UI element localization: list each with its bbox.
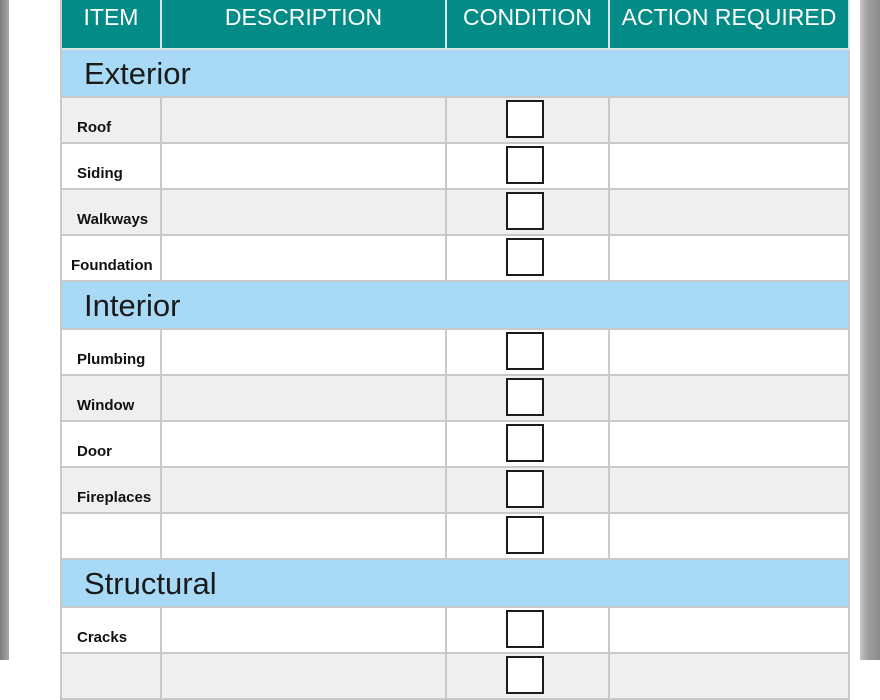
header-item: ITEM bbox=[62, 0, 162, 48]
action-required-cell[interactable] bbox=[610, 514, 850, 558]
action-required-cell[interactable] bbox=[610, 144, 850, 188]
table-row bbox=[62, 514, 850, 560]
condition-checkbox[interactable] bbox=[506, 516, 544, 554]
action-required-cell[interactable] bbox=[610, 376, 850, 420]
action-required-cell[interactable] bbox=[610, 330, 850, 374]
condition-checkbox[interactable] bbox=[506, 332, 544, 370]
checklist-sheet bbox=[9, 0, 860, 660]
action-required-cell[interactable] bbox=[610, 654, 850, 698]
section-title-interior: Interior bbox=[84, 288, 181, 323]
table-row bbox=[62, 468, 850, 514]
condition-checkbox[interactable] bbox=[506, 656, 544, 694]
action-required-cell[interactable] bbox=[610, 190, 850, 234]
table-row bbox=[62, 190, 850, 236]
description-cell[interactable] bbox=[162, 422, 447, 466]
item-label: Fireplaces bbox=[77, 489, 152, 506]
section-title-exterior: Exterior bbox=[84, 56, 191, 91]
section-structural bbox=[62, 560, 850, 608]
action-required-cell[interactable] bbox=[610, 468, 850, 512]
item-label: Foundation bbox=[71, 257, 153, 274]
table-row bbox=[62, 422, 850, 468]
window-frame-right bbox=[860, 0, 880, 660]
description-cell[interactable] bbox=[162, 376, 447, 420]
item-label: Plumbing bbox=[77, 351, 146, 368]
description-cell[interactable] bbox=[162, 654, 447, 698]
condition-checkbox[interactable] bbox=[506, 100, 544, 138]
section-exterior bbox=[62, 50, 850, 98]
action-required-cell[interactable] bbox=[610, 98, 850, 142]
condition-checkbox[interactable] bbox=[506, 192, 544, 230]
table-row bbox=[62, 330, 850, 376]
action-required-cell[interactable] bbox=[610, 608, 850, 652]
description-cell[interactable] bbox=[162, 468, 447, 512]
item-label: Window bbox=[77, 397, 135, 414]
section-interior bbox=[62, 282, 850, 330]
table-row bbox=[62, 376, 850, 422]
table-row bbox=[62, 608, 850, 654]
table-header-row bbox=[62, 0, 850, 50]
condition-checkbox[interactable] bbox=[506, 610, 544, 648]
item-label: Roof bbox=[77, 119, 112, 136]
action-required-cell[interactable] bbox=[610, 422, 850, 466]
table-row bbox=[62, 98, 850, 144]
header-condition: CONDITION bbox=[447, 0, 610, 48]
action-required-cell[interactable] bbox=[610, 236, 850, 280]
description-cell[interactable] bbox=[162, 608, 447, 652]
condition-checkbox[interactable] bbox=[506, 424, 544, 462]
description-cell[interactable] bbox=[162, 236, 447, 280]
condition-checkbox[interactable] bbox=[506, 146, 544, 184]
description-cell[interactable] bbox=[162, 330, 447, 374]
inspection-checklist-table bbox=[60, 0, 850, 700]
item-label: Cracks bbox=[77, 629, 128, 646]
description-cell[interactable] bbox=[162, 144, 447, 188]
header-action-required: ACTION REQUIRED bbox=[610, 0, 850, 48]
description-cell[interactable] bbox=[162, 514, 447, 558]
description-cell[interactable] bbox=[162, 98, 447, 142]
item-label: Walkways bbox=[77, 211, 149, 228]
item-label: Siding bbox=[77, 165, 123, 182]
table-row bbox=[62, 144, 850, 190]
condition-checkbox[interactable] bbox=[506, 238, 544, 276]
section-title-structural: Structural bbox=[84, 566, 217, 601]
window-frame-left bbox=[0, 0, 9, 660]
table-row bbox=[62, 654, 850, 700]
header-description: DESCRIPTION bbox=[162, 0, 447, 48]
item-label: Door bbox=[77, 443, 112, 460]
condition-checkbox[interactable] bbox=[506, 378, 544, 416]
table-row bbox=[62, 236, 850, 282]
description-cell[interactable] bbox=[162, 190, 447, 234]
condition-checkbox[interactable] bbox=[506, 470, 544, 508]
